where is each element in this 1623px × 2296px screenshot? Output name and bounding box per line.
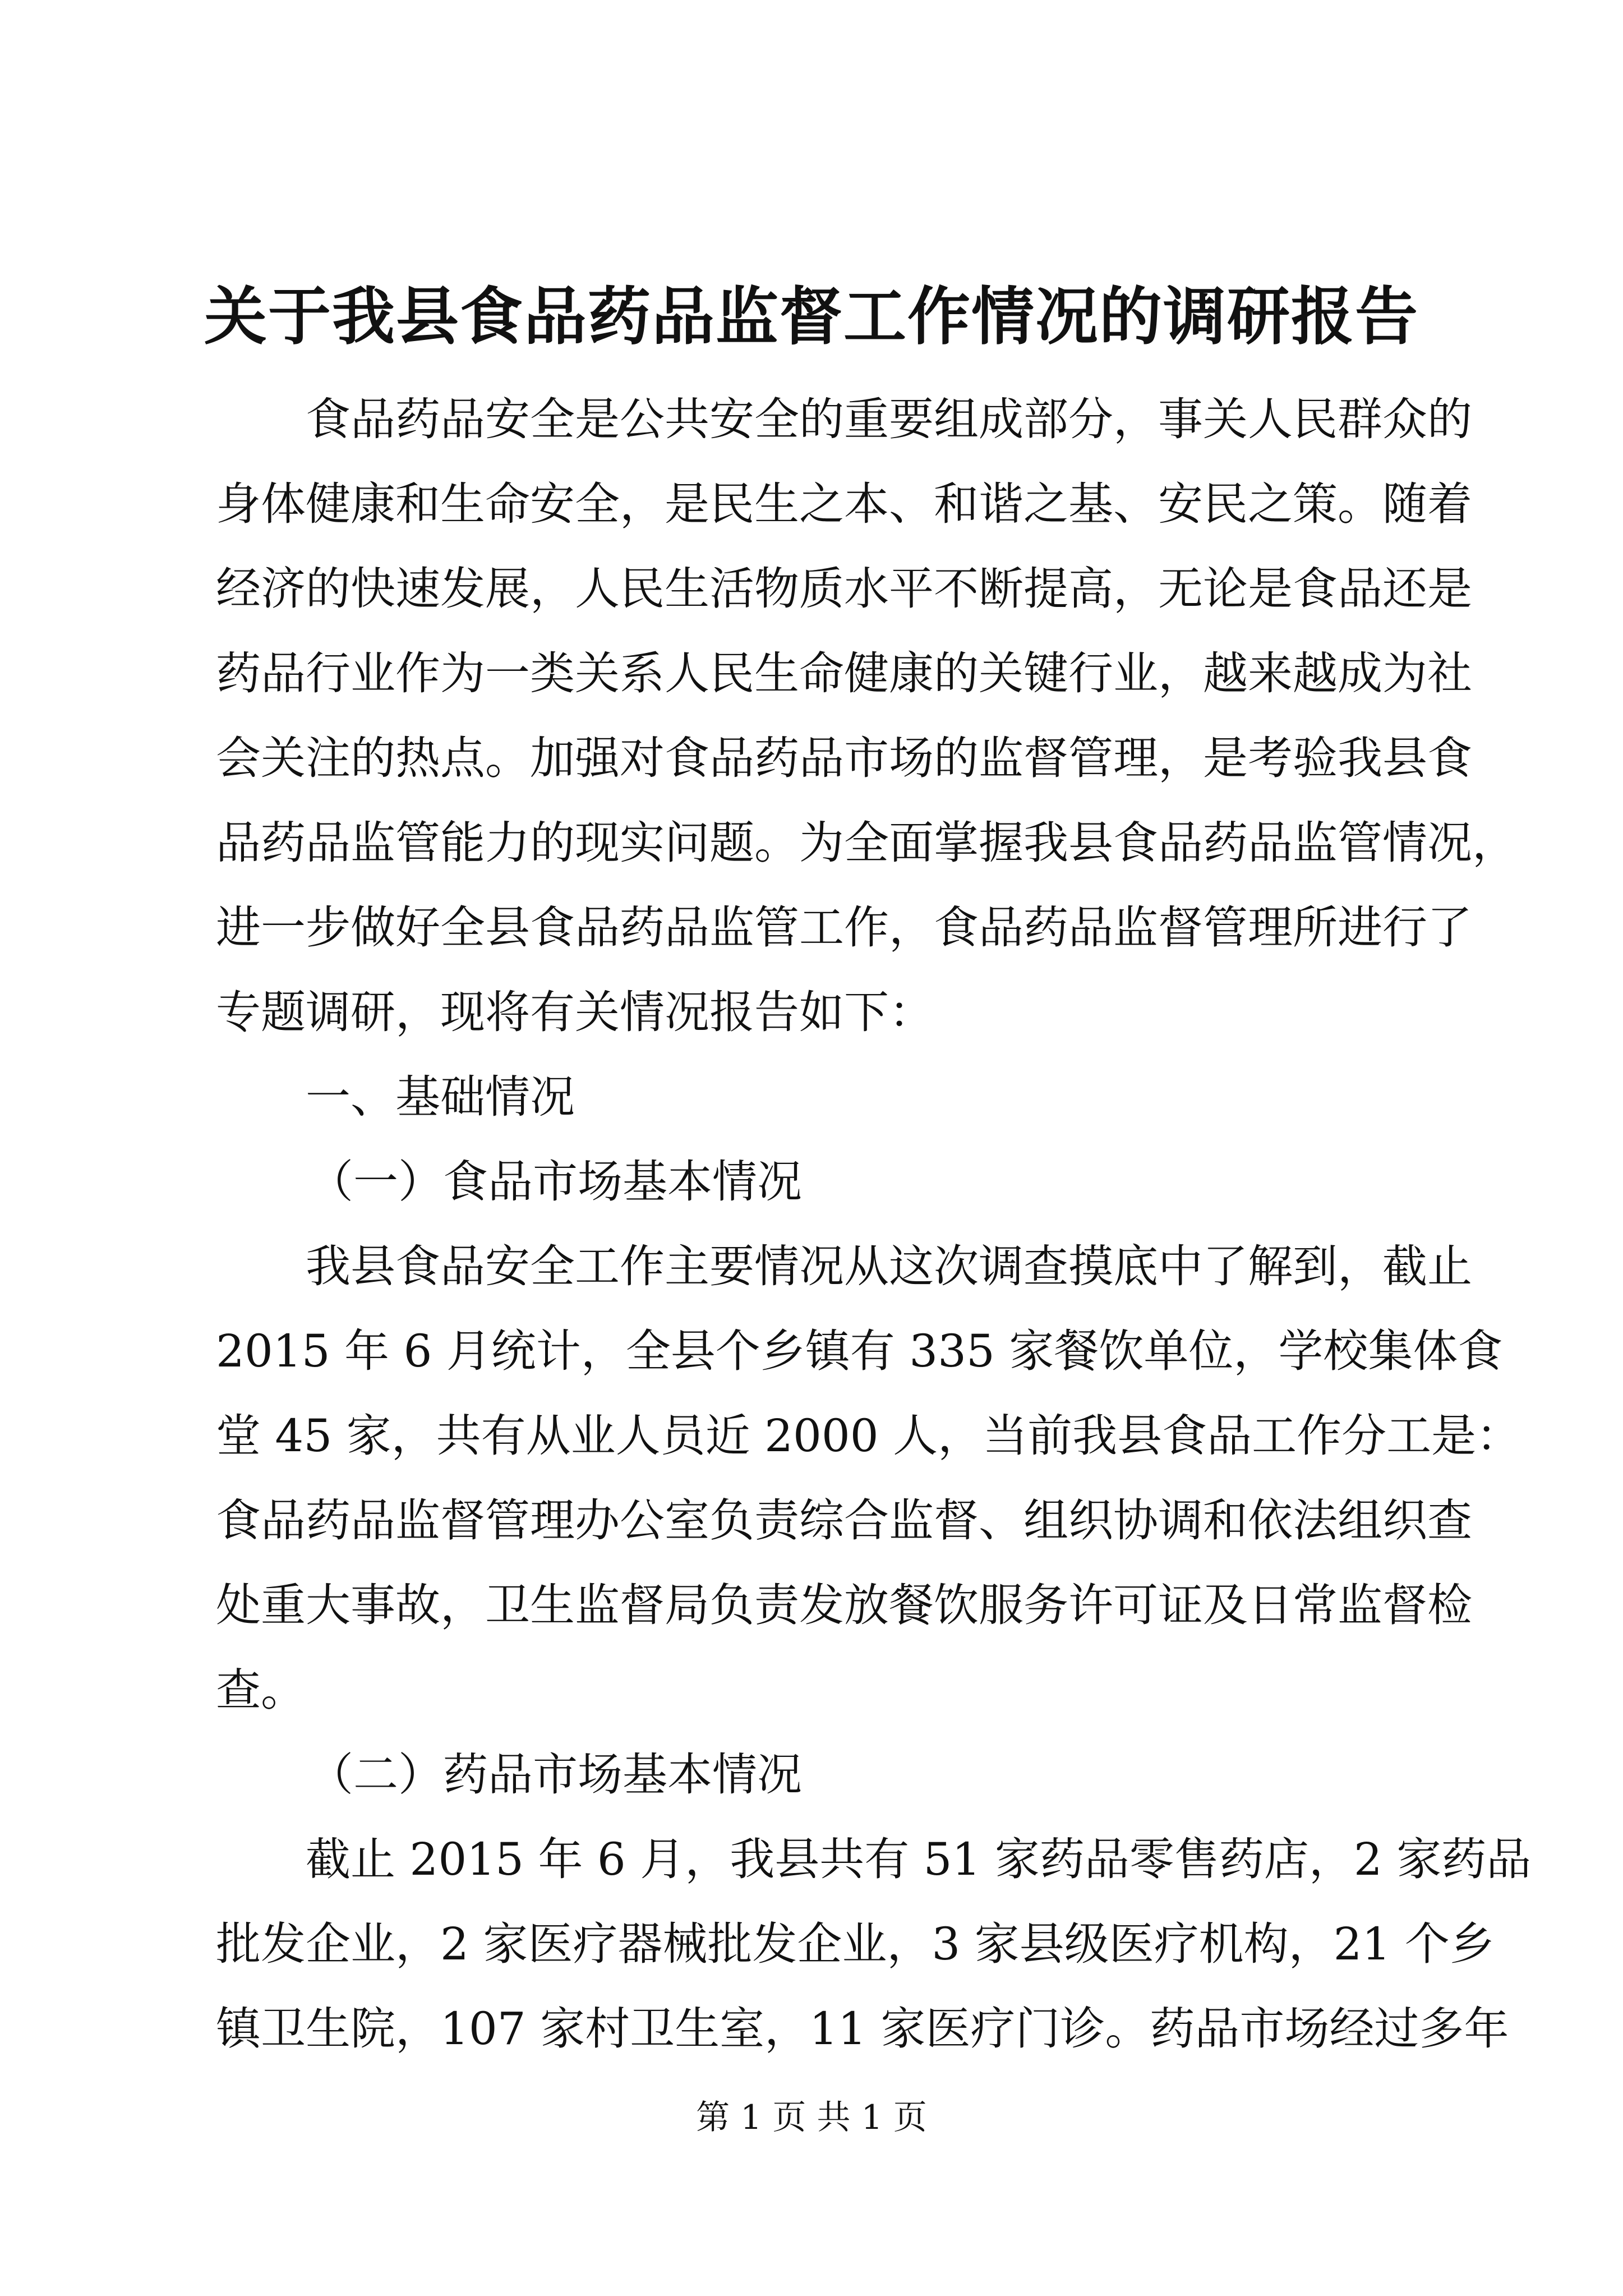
- paragraph-line: 2015 年 6 月统计，全县个乡镇有 335 家餐饮单位，学校集体食: [216, 1325, 1503, 1377]
- paragraph-line: 药品行业作为一类关系人民生命健康的关键行业，越来越成为社: [216, 647, 1472, 700]
- paragraph-line: 处重大事故，卫生监督局负责发放餐饮服务许可证及日常监督检: [216, 1579, 1472, 1631]
- paragraph-line: 查。: [216, 1664, 306, 1716]
- paragraph-line: 堂 45 家，共有从业人员近 2000 人，当前我县食品工作分工是：: [216, 1410, 1521, 1462]
- paragraph-line: 进一步做好全县食品药品监管工作，食品药品监督管理所进行了: [216, 901, 1472, 954]
- document-body: [216, 377, 1532, 2071]
- paragraph-line: 我县食品安全工作主要情况从这次调查摸底中了解到，截止: [306, 1240, 1472, 1292]
- page-footer: 第 1 页 共 1 页: [696, 2098, 927, 2137]
- paragraph-line: 经济的快速发展，人民生活物质水平不断提高，无论是食品还是: [216, 563, 1472, 615]
- paragraph-line: 批发企业，2 家医疗器械批发企业，3 家县级医疗机构，21 个乡: [216, 1918, 1495, 1970]
- paragraph-line: 食品药品安全是公共安全的重要组成部分，事关人民群众的: [306, 393, 1472, 445]
- paragraph-line: 食品药品监督管理办公室负责综合监督、组织协调和依法组织查: [216, 1494, 1472, 1547]
- paragraph-line: 会关注的热点。加强对食品药品市场的监督管理，是考验我县食: [216, 732, 1472, 784]
- subsection-heading: （一）食品市场基本情况: [308, 1156, 802, 1208]
- document-title: 关于我县食品药品监督工作情况的调研报告: [204, 280, 1419, 353]
- paragraph-line: 截止 2015 年 6 月，我县共有 51 家药品零售药店，2 家药品: [306, 1833, 1532, 1885]
- paragraph-line: 镇卫生院，107 家村卫生室，11 家医疗门诊。药品市场经过多年: [216, 2003, 1509, 2055]
- paragraph-line: 品药品监管能力的现实问题。为全面掌握我县食品药品监管情况，: [216, 817, 1517, 869]
- section-heading: 一、基础情况: [306, 1071, 575, 1123]
- paragraph-line: 身体健康和生命安全，是民生之本、和谐之基、安民之策。随着: [216, 478, 1472, 530]
- paragraph-line: 专题调研，现将有关情况报告如下：: [216, 986, 934, 1038]
- subsection-heading: （二）药品市场基本情况: [308, 1749, 802, 1801]
